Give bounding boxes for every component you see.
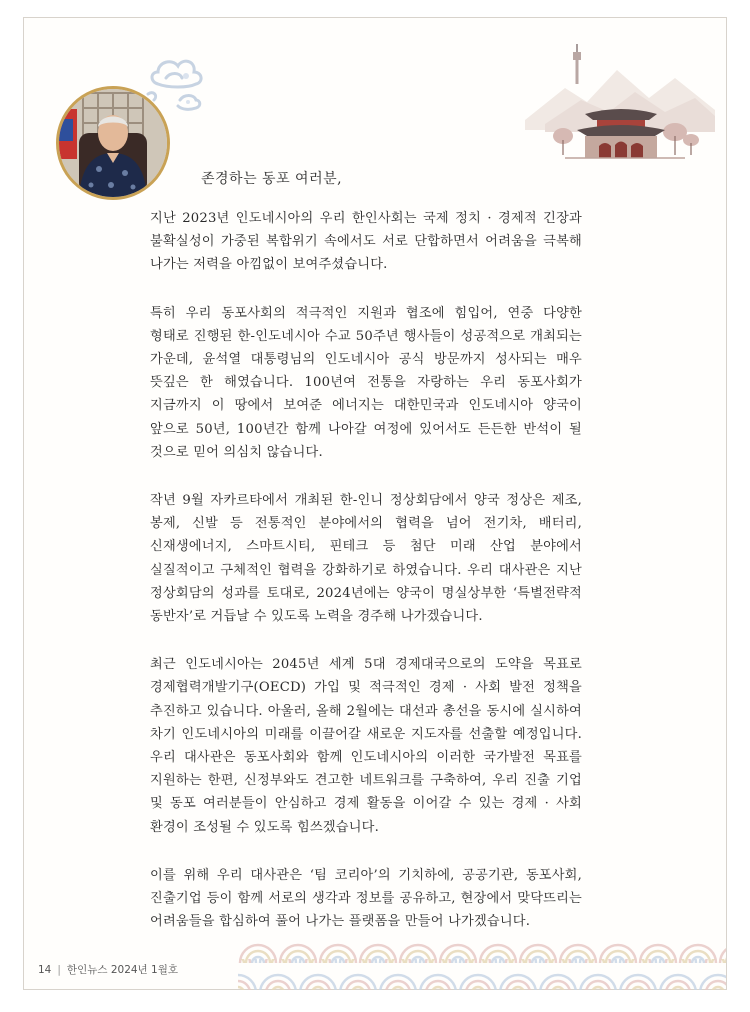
- greeting: 존경하는 동포 여러분,: [201, 171, 343, 187]
- palace-namsan-tower-illustration: [525, 40, 715, 165]
- paragraph: 특히 우리 동포사회의 적극적인 지원과 협조에 힘입어, 연중 다양한 형태로 진행된 한-인도네시아 수교 50주년 행사들이 성공적으로 개최되는 가운데, 윤석열 대통령님의 인도네시아 공식 방문까지 성사되는 매우 뜻깊은 한 해였습니다. 100년여 전통을 자랑하는 우리 동포사회가 지금까지 이 땅에서 보여준 에너지는 대한민국과 인도네시아 양국이 앞으로 50년, 100년간 함께 나아갈 여정에 있어서도 든든한 반석이 될 것으로 믿어 의심치 않습니다.: [150, 305, 582, 460]
- paragraph: 최근 인도네시아는 2045년 세계 5대 경제대국으로의 도약을 목표로 경제협력개발기구(OECD) 가입 및 적극적인 경제 · 사회 발전 정책을 추진하고 있습니다. 아울러, 올해 2월에는 대선과 총선을 동시에 실시하여 차기 인도네시아의 미래를 이끌어갈 새로운 지도자를 선출할 예정입니다. 우리 대사관은 동포사회와 함께 인도네시아의 이러한 국가발전 목표를 지원하는 한편, 신정부와도 견고한 네트워크를 구축하여, 우리 진출 기업 및 동포 여러분들이 안심하고 경제 활동을 이어갈 수 있는 경제 · 사회 환경이 조성될 수 있도록 힘쓰겠습니다.: [150, 657, 582, 835]
- letter-body: [150, 207, 582, 958]
- paragraph: 작년 9월 자카르타에서 개최된 한-인니 정상회담에서 양국 정상은 제조, 봉제, 신발 등 전통적인 분야에서의 협력을 넘어 전기차, 배터리, 신재생에너지, 스마트시티, 핀테크 등 첨단 미래 산업 분야에서 실질적이고 구체적인 협력을 강화하기로 하였습니다. 우리 대사관은 지난 정상회담의 성과를 토대로, 2024년에는 양국이 명실상부한 ‘특별전략적 동반자’로 거듭날 수 있도록 노력을 경주해 나가겠습니다.: [150, 493, 582, 625]
- page-number: 14: [38, 963, 52, 976]
- avatar: [56, 86, 170, 200]
- page-footer: [38, 962, 178, 977]
- paragraph: 이를 위해 우리 대사관은 ‘팀 코리아’의 기치하에, 공공기관, 동포사회, 진출기업 등이 함께 서로의 생각과 정보를 공유하고, 현장에서 맞닥뜨리는 어려움들을 합심하여 풀어 나가는 플랫폼을 만들어 나가겠습니다.: [150, 867, 582, 930]
- publication-name: 한인뉴스 2024년 1월호: [66, 964, 178, 976]
- paragraph: 지난 2023년 인도네시아의 우리 한인사회는 국제 정치 · 경제적 긴장과 불확실성이 가중된 복합위기 속에서도 서로 단합하면서 어려움을 극복해 나가는 저력을 아낌없이 보여주셨습니다.: [150, 211, 582, 273]
- person-portrait-image: [59, 89, 167, 197]
- wave-pattern-ornament: [238, 933, 726, 990]
- footer-separator: |: [57, 963, 61, 976]
